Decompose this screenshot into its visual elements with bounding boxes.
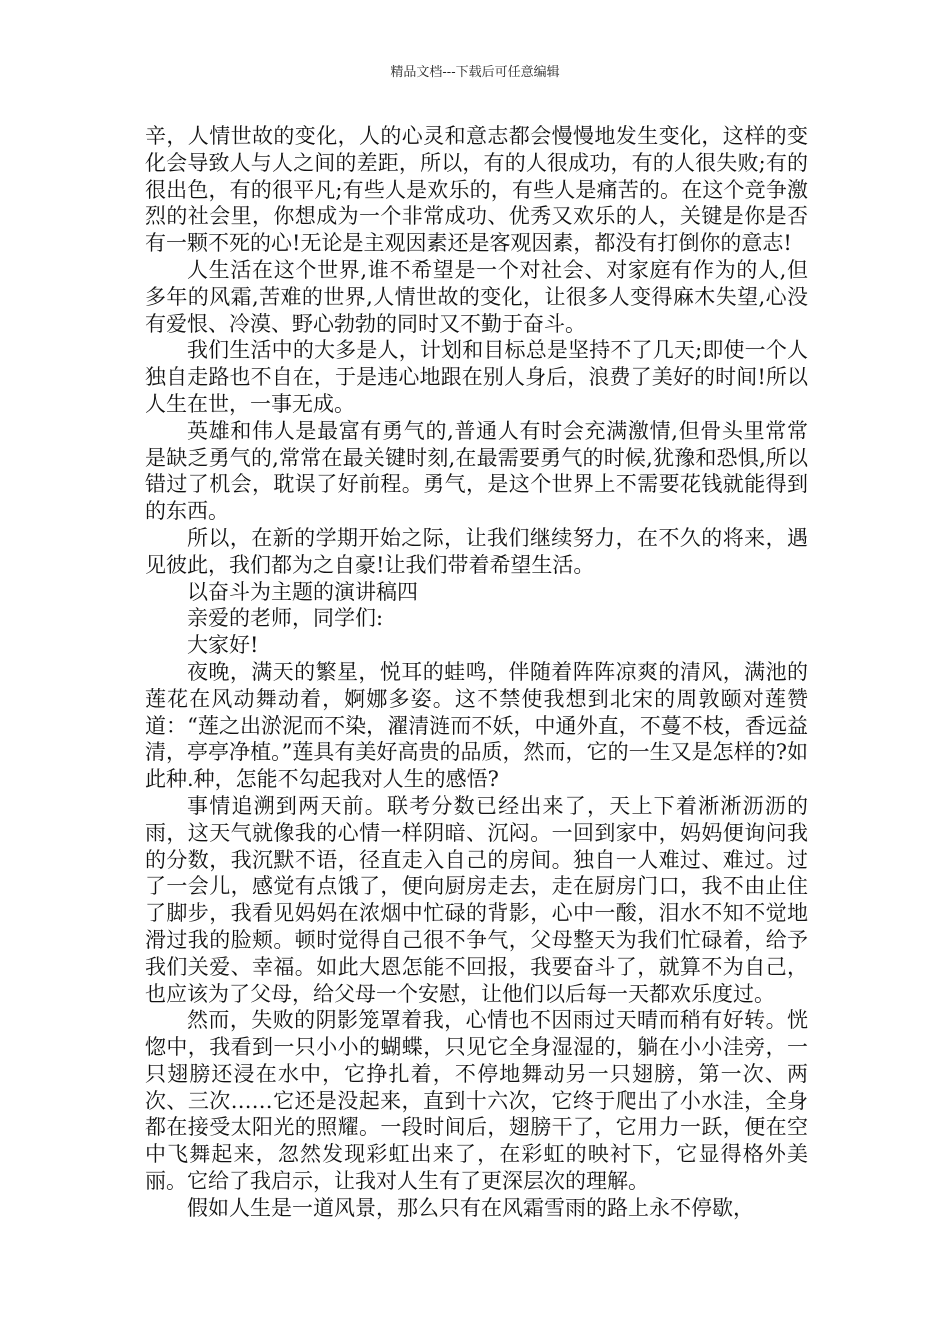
document-body (145, 123, 808, 1222)
salutation: 亲爱的老师，同学们: (187, 606, 384, 631)
section-title: 以奋斗为主题的演讲稿四 (187, 579, 418, 604)
paragraph-9: 夜晚，满天的繁星，悦耳的蛙鸣，伴随着阵阵凉爽的清风，满池的莲花在风动舞动着，婀娜多姿。这不禁使我想到北宋的周敦颐对莲赞道：“莲之出淤泥而不染，濯清涟而不妖，中通外直，不蔓不枝，香远益清，亭亭净植。”莲具有美好高贵的品质，然而，它的一生又是怎样的?如此种.种，怎能不勾起我对人生的感悟? (145, 659, 808, 792)
paragraph-10: 事情追溯到两天前。联考分数已经出来了，天上下着淅淅沥沥的雨，这天气就像我的心情一样阴暗、沉闷。一回到家中，妈妈便询问我的分数，我沉默不语，径直走入自己的房间。独自一人难过、难过。过了一会儿，感觉有点饿了，便向厨房走去，走在厨房门口，我不由止住了脚步，我看见妈妈在浓烟中忙碌的背影，心中一酸，泪水不知不觉地滑过我的脸颊。顿时觉得自己很不争气，父母整天为我们忙碌着，给予我们关爱、幸福。如此大恩怎能不回报，我要奋斗了，就算不为自己，也应该为了父母，给父母一个安慰，让他们以后每一天都欢乐度过。 (145, 793, 808, 1006)
paragraph-11: 然而，失败的阴影笼罩着我，心情也不因雨过天晴而稍有好转。恍惚中，我看到一只小小的蝴蝶，只见它全身湿湿的，躺在小小洼旁，一只翅膀还浸在水中，它挣扎着，不停地舞动另一只翅膀，第一次、两次、三次……它还是没起来，直到十六次，它终于爬出了小水洼，全身都在接受太阳光的照耀。一段时间后，翅膀干了，它用力一跃，便在空中飞舞起来，忽然发现彩虹出来了，在彩虹的映衬下，它显得格外美丽。它给了我启示，让我对人生有了更深层次的理解。 (145, 1008, 808, 1194)
paragraph-1: 辛，人情世故的变化，人的心灵和意志都会慢慢地发生变化，这样的变化会导致人与人之间的差距，所以，有的人很成功，有的人很失败;有的很出色，有的很平凡;有些人是欢乐的，有些人是痛苦的。在这个竞争激烈的社会里，你想成为一个非常成功、优秀又欢乐的人，关键是你是否有一颗不死的心!无论是主观因素还是客观因素，都没有打倒你的意志! (145, 124, 808, 256)
page-header: 精品文档---下载后可任意编辑 (390, 65, 560, 80)
greeting: 大家好! (187, 633, 259, 658)
paragraph-3: 我们生活中的大多是人，计划和目标总是坚持不了几天;即使一个人独自走路也不自在，于是违心地跟在别人身后，浪费了美好的时间!所以人生在世，一事无成。 (145, 338, 808, 416)
paragraph-12: 假如人生是一道风景，那么只有在风霜雪雨的路上永不停歇， (187, 1195, 754, 1220)
paragraph-4: 英雄和伟人是最富有勇气的,普通人有时会充满激情,但骨头里常常是缺乏勇气的,常常在最关键时刻,在最需要勇气的时候,犹豫和恐惧,所以错过了机会，耽误了好前程。勇气，是这个世界上不需要花钱就能得到的东西。 (145, 418, 808, 524)
paragraph-2: 人生活在这个世界,谁不希望是一个对社会、对家庭有作为的人,但多年的风霜,苦难的世界,人情世故的变化，让很多人变得麻木失望,心没有爱恨、冷漠、野心勃勃的同时又不勤于奋斗。 (145, 257, 808, 336)
paragraph-5: 所以，在新的学期开始之际，让我们继续努力，在不久的将来，遇见彼此，我们都为之自豪!让我们带着希望生活。 (145, 525, 808, 577)
